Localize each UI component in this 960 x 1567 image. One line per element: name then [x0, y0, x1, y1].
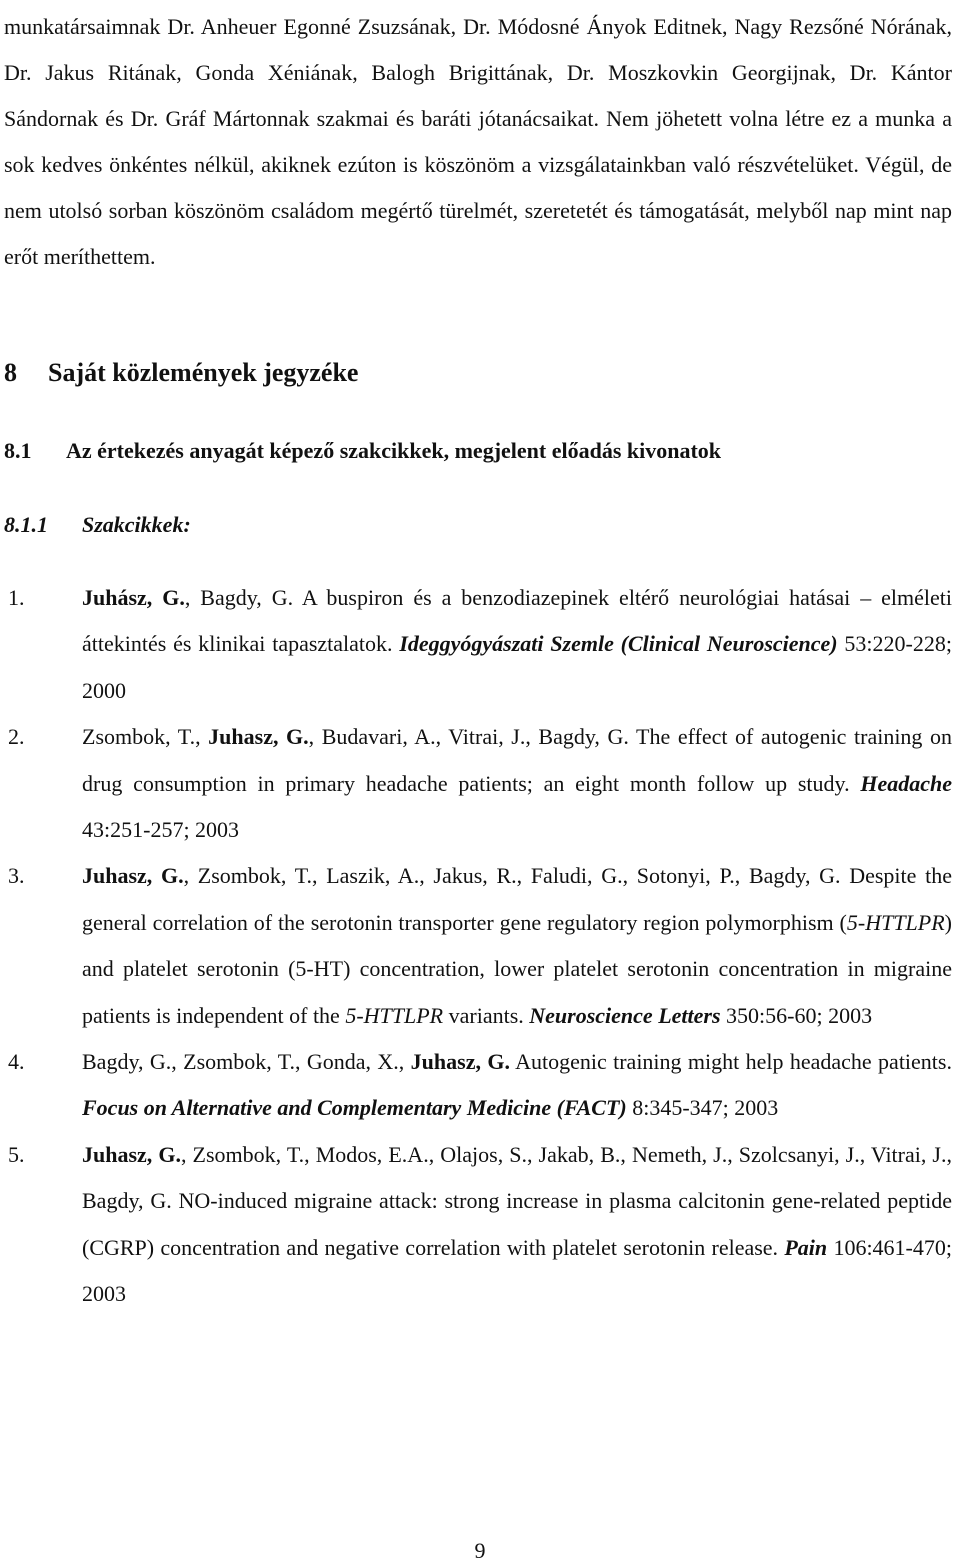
reference-number: 1. [8, 585, 25, 610]
reference-item-2 [4, 714, 952, 853]
reference-gene-name: 5-HTTLPR [345, 1002, 444, 1028]
reference-citation: 8:345-347; 2003 [626, 1095, 779, 1121]
reference-journal: Pain [784, 1234, 828, 1260]
reference-journal: Focus on Alternative and Complementary Medicine (FACT) [82, 1095, 627, 1121]
reference-journal: Neuroscience Letters [529, 1002, 721, 1028]
reference-citation: 43:251-257; 2003 [82, 817, 240, 843]
reference-number: 2. [8, 724, 25, 750]
reference-journal: Ideggyógyászati Szemle (Clinical Neuroscience) [399, 631, 838, 657]
reference-author-highlight: Juhasz, G. [208, 724, 309, 750]
reference-authors: , Zsombok, T., Modos, E.A., Olajos, S., Jakab, B., Nemeth, J., Szolcsanyi, J., Vitrai, J., Bagdy, G. [82, 1141, 952, 1214]
reference-list [4, 575, 952, 1318]
reference-authors: , Bagdy, G. [184, 585, 294, 610]
subsection-heading [4, 428, 721, 474]
reference-author-highlight: Juhasz, G. [82, 1141, 181, 1167]
reference-title: NO-induced migraine attack: strong increase in plasma calcitonin gene-related peptide (CGRP) concentration and negative correlation with platelet serotonin release. [82, 1188, 952, 1260]
reference-item-5 [4, 1132, 952, 1318]
reference-authors: , Budavari, A., Vitrai, J., Bagdy, G. [308, 724, 629, 750]
reference-item-1 [4, 575, 952, 714]
reference-item-3 [4, 853, 952, 1039]
reference-item-4 [4, 1039, 952, 1132]
reference-author-highlight: Juhasz, G. [82, 863, 184, 889]
reference-authors: Zsombok, T., [82, 724, 209, 750]
reference-gene-name: 5-HTTLPR [846, 909, 945, 935]
reference-title: A buspiron és a benzodiazepinek eltérő neurológiai hatásai – elméleti áttekintés és klinikai tapasztalatok. [82, 585, 952, 657]
reference-number: 3. [8, 863, 25, 889]
reference-authors: Bagdy, G., Zsombok, T., Gonda, X., [82, 1049, 411, 1075]
reference-title: ) and platelet serotonin (5-HT) concentration, lower platelet serotonin concentration in migraine patients is independent of the [82, 909, 952, 1028]
subsubsection-heading [4, 502, 191, 548]
subsection-title: Az értekezés anyagát képező szakcikkek, megjelent előadás kivonatok [66, 438, 722, 463]
subsubsection-title: Szakcikkek: [82, 512, 191, 537]
reference-title: Despite the general correlation of the serotonin transporter gene regulatory region polymorphism ( [82, 863, 952, 935]
reference-number: 5. [8, 1141, 25, 1167]
reference-authors: , Zsombok, T., Laszik, A., Jakus, R., Faludi, G., Sotonyi, P., Bagdy, G. [183, 863, 841, 889]
subsubsection-number: 8.1.1 [4, 512, 48, 537]
subsection-number: 8.1 [4, 438, 32, 463]
reference-title: Autogenic training might help headache patients. [509, 1049, 952, 1075]
section-heading [4, 350, 358, 396]
reference-number: 4. [8, 1049, 25, 1075]
section-number: 8 [4, 358, 17, 387]
section-title: Saját közlemények jegyzéke [48, 358, 359, 387]
reference-title: The effect of autogenic training on drug consumption in primary headache patients; an eight month follow up study. [82, 724, 952, 796]
reference-title: variants. [443, 1002, 530, 1028]
page-number: 9 [474, 1538, 486, 1563]
acknowledgement-paragraph: munkatársaimnak Dr. Anheuer Egonné Zsuzsának, Dr. Módosné Ányok Editnek, Nagy Rezsőné Nórának, Dr. Jakus Ritának, Gonda Xéniának, Balogh Brigittának, Dr. Moszkovkin Georgijnak, Dr. Kántor Sándornak és Dr. Gráf Mártonnak szakmai és baráti jótanácsaikat. Nem jöhetett volna létre ez a munka a sok kedves önkéntes nélkül, akiknek ezúton is köszönöm a vizsgálatainkban való részvételüket. Végül, de nem utolsó sorban köszönöm családom megértő türelmét, szeretetét és támogatását, melyből nap mint nap erőt meríthettem. [4, 14, 952, 269]
reference-citation: 53:220-228; 2000 [82, 631, 952, 703]
reference-citation: 106:461-470; 2003 [82, 1234, 953, 1307]
reference-citation: 350:56-60; 2003 [720, 1002, 873, 1028]
reference-journal: Headache [860, 770, 952, 796]
reference-author-highlight: Juhász, G. [82, 585, 185, 610]
reference-author-highlight: Juhasz, G. [410, 1049, 510, 1075]
